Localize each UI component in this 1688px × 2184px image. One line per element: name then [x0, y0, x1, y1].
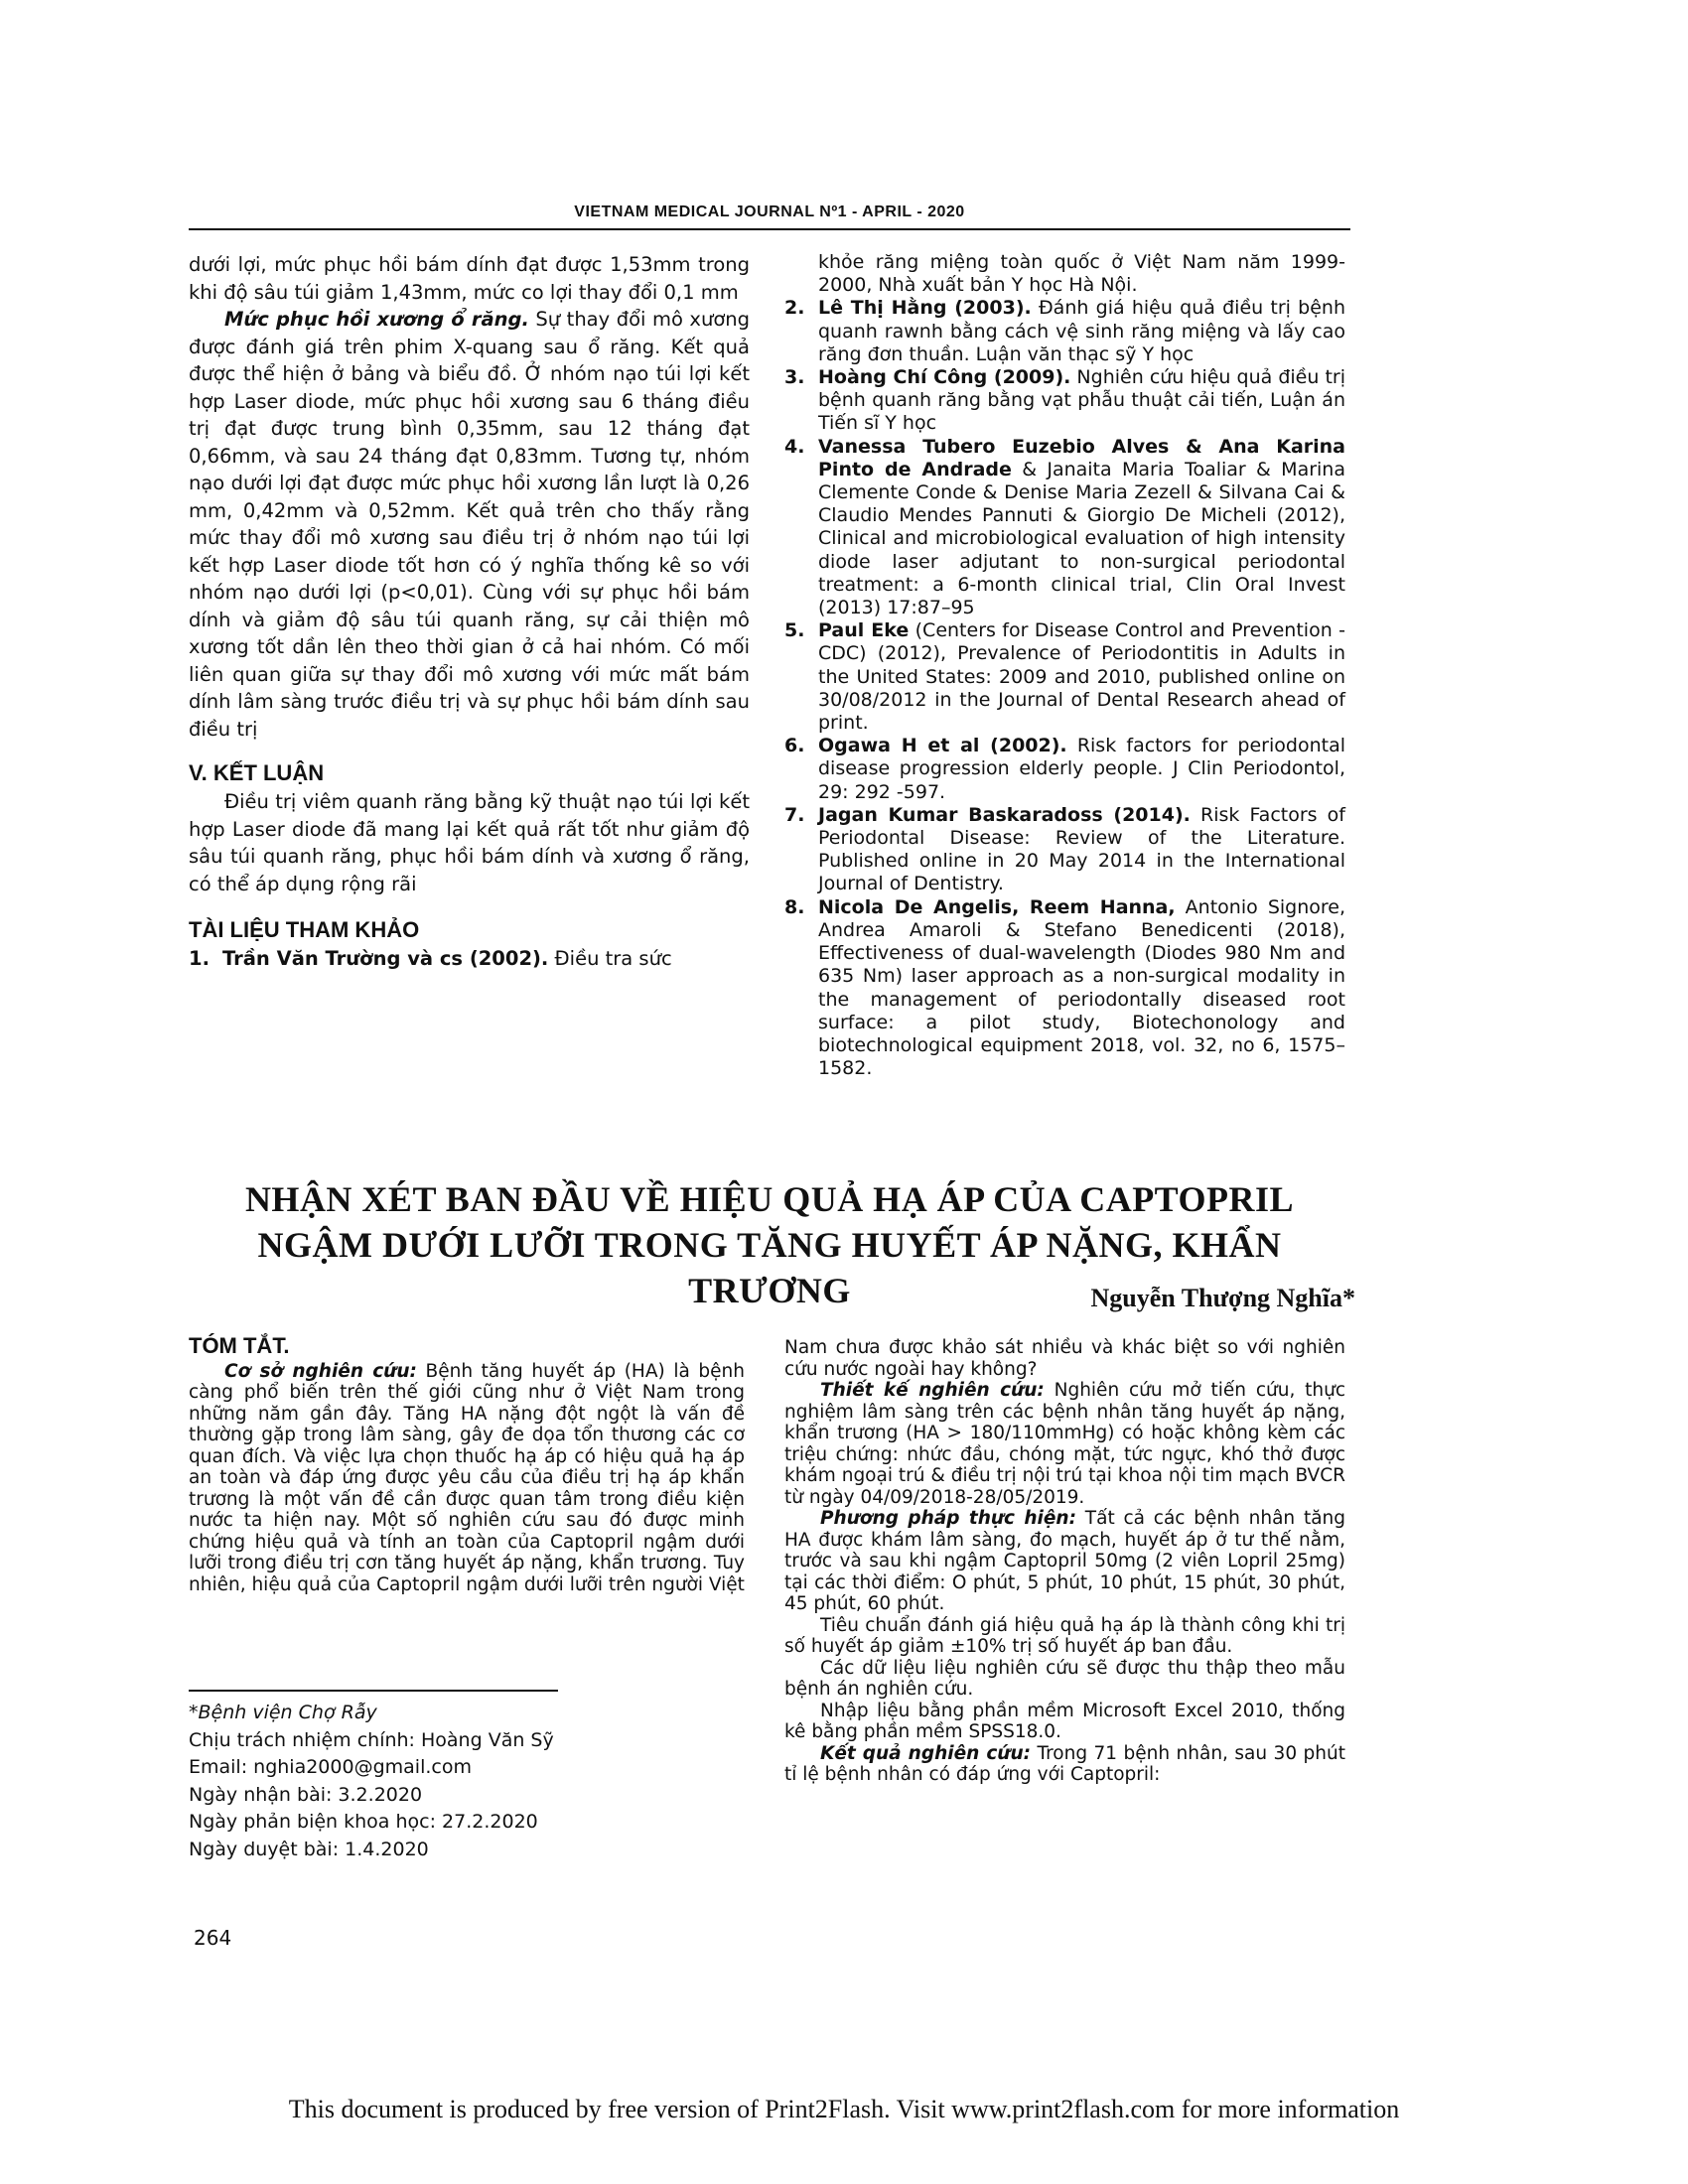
reference-text: (Centers for Disease Control and Prevention - CDC) (2012), Prevalence of Periodontitis in Adults in the United States: 2009 and 2010, published online on 30/08/2012 in the Journal of Dental Research ahead of print.	[818, 619, 1345, 735]
reference-text: & Janaita Maria Toaliar & Marina Clemente Conde & Denise Maria Zezell & Silvana Cai & Claudio Mendes Pannuti & Giorgio De Micheli (2012), Clinical and microbiological evaluation of high intensity diode laser adjutant to non-surgical periodontal treatment: a 6-month clinical trial, Clin Oral Invest (2013) 17:87–95	[818, 458, 1345, 619]
reference-author: Vanessa Tubero Euzebio Alves & Ana Karina Pinto de Andrade	[818, 435, 1345, 480]
footnote-email: Email: nghia2000@gmail.com	[189, 1756, 472, 1778]
reference-item	[784, 896, 1345, 1081]
abstract-data-collection: Các dữ liệu liệu nghiên cứu sẽ được thu thập theo mẫu bệnh án nghiên cứu.	[784, 1657, 1345, 1700]
paragraph-attachment: dưới lợi, mức phục hồi bám dính đạt được 1,53mm trong khi độ sâu túi giảm 1,43mm, mức co lợi thay đổi 0,1 mm	[189, 253, 750, 304]
background-label: Cơ sở nghiên cứu:	[224, 1360, 417, 1382]
reference-text: Risk Factors of Periodontal Disease: Review of the Literature. Published online in 20 May 2014 in the International Journal of Dentistry.	[818, 803, 1345, 895]
footnote-affiliation: *Bệnh viện Chợ Rẫy	[189, 1702, 377, 1723]
reference-author: Lê Thị Hằng (2003).	[818, 297, 1032, 320]
reference-author: Ogawa H et al (2002).	[818, 735, 1067, 757]
reference-text: Nghiên cứu hiệu quả điều trị bệnh quanh răng bằng vạt phẫu thuật cải tiến, Luận án Tiến sĩ Y học	[818, 366, 1345, 435]
reference-item	[784, 619, 1345, 735]
print2flash-watermark: This document is produced by free version of Print2Flash. Visit www.print2flash.com for more information	[288, 2095, 1400, 2123]
reference-number: 2.	[784, 297, 805, 320]
abstract-method	[784, 1508, 1345, 1615]
footnote-corresponding: Chịu trách nhiệm chính: Hoàng Văn Sỹ	[189, 1728, 554, 1751]
reference-item	[784, 735, 1345, 804]
results-label: Kết quả nghiên cứu:	[820, 1742, 1032, 1764]
abstract-background	[189, 1361, 745, 1596]
article-author: Nguyễn Thượng Nghĩa*	[1090, 1284, 1355, 1312]
abstract-design	[784, 1380, 1345, 1508]
bone-recovery-text: Sự thay đổi mô xương được đánh giá trên phim X-quang sau ổ răng. Kết quả được thể hiện ở bảng và biểu đồ. Ở nhóm nạo túi lợi kết hợp Laser diode, mức phục hồi xương sau 6 tháng điều trị đạt được trung bình 0,35mm, sau 12 tháng đạt 0,66mm, và sau 24 tháng đạt 0,83mm. Tương tự, nhóm nạo dưới lợi đạt được mức phục hồi xương lần lượt là 0,26 mm, 0,42mm và 0,52mm. Kết quả trên cho thấy rằng mức thay đổi mô xương sau điều trị ở nhóm nạo túi lợi kết hợp Laser diode tốt hơn có ý nghĩa thống kê so với nhóm nạo dưới lợi (p<0,01). Cùng với sự phục hồi bám dính và giảm độ sâu túi quanh răng, sự cải thiện mô xương tốt dần lên theo thời gian ở cả hai nhóm. Có mối liên quan giữa sự thay đổi mô xương với mức mất bám dính lâm sàng trước điều trị và sự phục hồi bám dính sau điều trị	[189, 308, 750, 741]
reference-item	[784, 804, 1345, 896]
left-column	[189, 251, 750, 972]
reference-item	[189, 945, 750, 972]
reference-author: Nicola De Angelis, Reem Hanna,	[818, 895, 1176, 918]
reference-list-right	[784, 297, 1345, 1080]
reference-author: Hoàng Chí Công (2009).	[818, 366, 1071, 389]
abstract-background-continued: Nam chưa được khảo sát nhiều và khác biệt so với nghiên cứu nước ngoài hay không?	[784, 1337, 1345, 1380]
page-number: 264	[194, 1926, 232, 1950]
header-rule	[189, 228, 1350, 230]
right-column	[784, 251, 1345, 1080]
abstract-criteria: Tiêu chuẩn đánh giá hiệu quả hạ áp là thành công khi trị số huyết áp giảm ±10% trị số huyết áp ban đầu.	[784, 1614, 1345, 1657]
reference-author: Jagan Kumar Baskaradoss (2014).	[818, 803, 1191, 826]
reference-number: 8.	[784, 895, 805, 918]
method-label: Phương pháp thực hiện:	[820, 1508, 1077, 1529]
reference-number: 3.	[784, 366, 805, 389]
paragraph-bone-recovery	[189, 306, 750, 743]
footnote-accepted: Ngày duyệt bài: 1.4.2020	[189, 1838, 429, 1860]
design-text: Nghiên cứu mở tiến cứu, thực nghiệm lâm sàng trên các bệnh nhân tăng huyết áp nặng, khẩn trương (HA > 180/110mmHg) có hoặc không kèm các triệu chứng: nhức đầu, chóng mặt, tức ngực, khó thở được khám ngoại trú & điều trị nội trú tại khoa nội tim mạch BVCR từ ngày 04/09/2018-28/05/2019.	[784, 1380, 1345, 1508]
running-head: VIETNAM MEDICAL JOURNAL Nº1 - APRIL - 2020	[574, 204, 965, 220]
reference-text: Đánh giá hiệu quả điều trị bệnh quanh rawnh bằng cách vệ sinh răng miệng và lấy cao răng đơn thuần. Luận văn thạc sỹ Y học	[818, 297, 1346, 365]
article-title-line-2: NGẬM DƯỚI LƯỠI TRONG TĂNG HUYẾT ÁP NẶNG, KHẨN TRƯƠNG	[257, 1225, 1282, 1310]
abstract-heading: TÓM TẮT.	[189, 1333, 290, 1358]
abstract-left-column	[189, 1335, 745, 1595]
reference-text: Risk factors for periodontal disease progression elderly people. J Clin Periodontol, 29: 292 -597.	[818, 735, 1345, 803]
reference-author: Trần Văn Trường và cs (2002).	[222, 947, 549, 970]
article-title-line-1: NHẬN XÉT BAN ĐẦU VỀ HIỆU QUẢ HẠ ÁP CỦA CAPTOPRIL	[244, 1179, 1295, 1219]
reference-number: 7.	[784, 803, 805, 826]
conclusion-text: Điều trị viêm quanh răng bằng kỹ thuật nạo túi lợi kết hợp Laser diode đã mang lại kết quả rất tốt như giảm độ sâu túi quanh răng, phục hồi bám dính và xương ổ răng, có thể áp dụng rộng rãi	[189, 790, 750, 895]
abstract-right-column	[784, 1337, 1345, 1786]
references-heading: TÀI LIỆU THAM KHẢO	[189, 917, 420, 942]
reference-list-left	[189, 945, 750, 972]
reference-number: 4.	[784, 435, 805, 458]
footnotes	[189, 1700, 665, 1863]
reference-number: 5.	[784, 619, 805, 642]
reference-number: 6.	[784, 735, 805, 757]
footnote-reviewed: Ngày phản biện khoa học: 27.2.2020	[189, 1811, 538, 1833]
design-label: Thiết kế nghiên cứu:	[820, 1380, 1045, 1401]
reference-item	[784, 297, 1345, 366]
reference-author: Paul Eke	[818, 619, 910, 642]
background-text: Bệnh tăng huyết áp (HA) là bệnh càng phổ biến trên thế giới cũng như ở Việt Nam trong những năm gần đây. Tăng HA nặng đột ngột là vấn đề thường gặp trong lâm sàng, gây đe dọa tổn thương các cơ quan đích. Và việc lựa chọn thuốc hạ áp có hiệu quả hạ áp an toàn và đáp ứng được yêu cầu của điều trị hạ áp khẩn trương là một vấn đề cần được quan tâm trong điều kiện nước ta hiện nay. Một số nghiên cứu sau đó được minh chứng hiệu quả và tính an toàn của Captopril ngậm dưới lưỡi trong điều trị cơn tăng huyết áp nặng, khẩn trương. Tuy nhiên, hiệu quả của Captopril ngậm dưới lưỡi trên người Việt	[189, 1360, 745, 1595]
footnote-rule	[189, 1690, 558, 1692]
abstract-results	[784, 1743, 1345, 1786]
reference-text: Điều tra sức	[548, 947, 672, 970]
reference-item	[784, 436, 1345, 620]
reference-text: Antonio Signore, Andrea Amaroli & Stefano Benedicenti (2018), Effectiveness of dual-wavelength (Diodes 980 Nm and 635 Nm) laser approach as a non-surgical modality in the management of periodontally diseased root surface: a pilot study, Biotechonology and biotechnological equipment 2018, vol. 32, no 6, 1575–1582.	[818, 895, 1346, 1080]
bone-recovery-label: Mức phục hồi xương ổ răng.	[224, 308, 529, 331]
reference-item	[784, 366, 1345, 436]
footnote-received: Ngày nhận bài: 3.2.2020	[189, 1783, 423, 1806]
conclusion-heading: V. KẾT LUẬN	[189, 760, 325, 785]
results-text: Trong 71 bệnh nhân, sau 30 phút tỉ lệ bệnh nhân có đáp ứng với Captopril:	[784, 1742, 1345, 1785]
reference-number: 1.	[189, 947, 210, 970]
method-text: Tất cả các bệnh nhân tăng HA được khám lâm sàng, đo mạch, huyết áp ở tư thế nằm, trước và sau khi ngậm Captopril 50mg (2 viên Lopril 25mg) tại các thời điểm: O phút, 5 phút, 10 phút, 15 phút, 30 phút, 45 phút, 60 phút.	[784, 1508, 1346, 1614]
abstract-data-entry: Nhập liệu bằng phần mềm Microsoft Excel 2010, thống kê bằng phần mềm SPSS18.0.	[784, 1700, 1345, 1742]
reference-continuation: khỏe răng miệng toàn quốc ở Việt Nam năm 1999-2000, Nhà xuất bản Y học Hà Nội.	[818, 251, 1345, 297]
